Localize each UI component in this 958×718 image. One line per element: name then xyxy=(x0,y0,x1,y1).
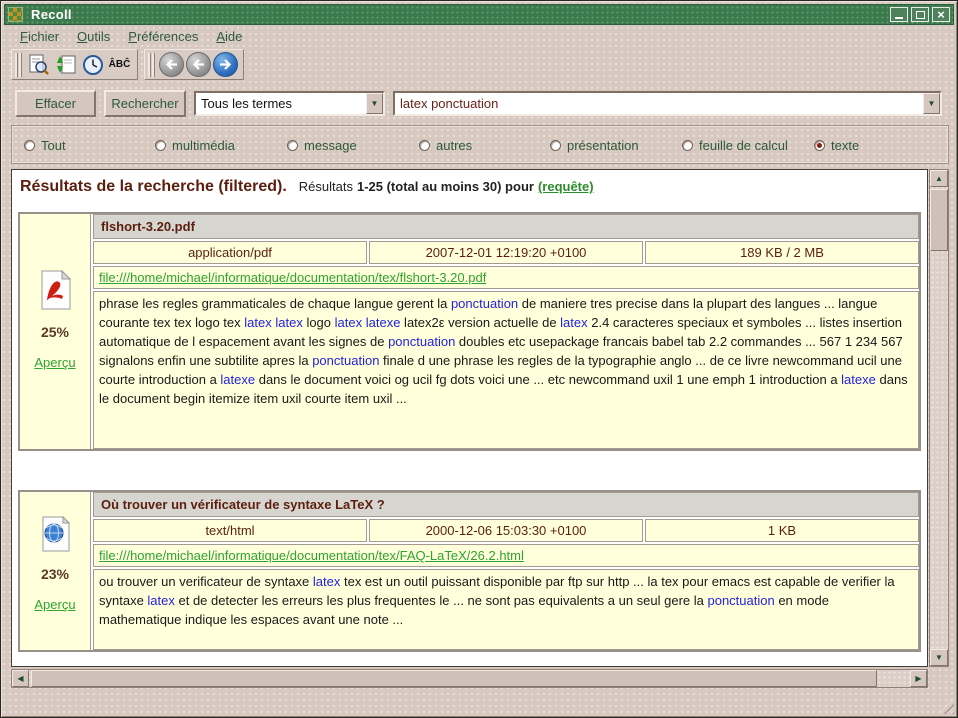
menu-bar xyxy=(5,26,953,47)
menu-preferences[interactable]: Préférences xyxy=(128,29,199,44)
window-title: Recoll xyxy=(31,7,72,22)
search-query-combo[interactable] xyxy=(393,91,942,116)
up-arrow-icon: ▲ xyxy=(935,174,943,183)
result-title: flshort-3.20.pdf xyxy=(93,214,919,239)
query-link[interactable]: (requête) xyxy=(537,179,594,194)
search-mode-value: Tous les termes xyxy=(201,96,293,111)
close-icon: × xyxy=(937,7,945,22)
toolbar-group-tools xyxy=(11,49,138,80)
scroll-up-button[interactable] xyxy=(930,170,948,187)
maximize-button[interactable] xyxy=(911,7,929,22)
result-side-panel xyxy=(20,492,91,650)
search-mode-select[interactable] xyxy=(194,91,385,116)
document-search-button[interactable] xyxy=(25,51,52,78)
result-mime: application/pdf xyxy=(93,241,367,264)
chevron-down-icon[interactable]: ▼ xyxy=(923,93,940,114)
history-clock-icon xyxy=(82,54,104,76)
left-arrow-icon: ◀ xyxy=(17,674,24,683)
result-snippet: ou trouver un verificateur de syntaxe latex tex est un outil puissant disponible par ftp sur http ... la tex pour emacs est capable de verifier la syntaxe latex et de detecter les erreurs les plus frequentes le ... ne sont pas equivalents a un seul gere la ponctuation en mode mathematique indique les espaces avant une note ... xyxy=(93,569,919,650)
nav-back-button[interactable] xyxy=(186,52,211,77)
result-size: 189 KB / 2 MB xyxy=(645,241,919,264)
radio-icon xyxy=(814,140,825,151)
radio-multimedia[interactable]: multimédia xyxy=(155,138,235,153)
menu-aide[interactable]: Aide xyxy=(216,29,243,44)
search-input[interactable] xyxy=(395,96,923,111)
result-mime: text/html xyxy=(93,519,367,542)
result-snippet: phrase les regles grammaticales de chaque langue gerent la ponctuation de maniere tres precise dans la plupart des langues ... langue courante tex tex logo tex latex latex logo latex latexe latex2ε version actuelle de latex 2.4 caracteres speciaux et symboles ... listes insertion automatique de l espacement avant les signes de ponctuation doubles etc usepackage francais babel tab 2.2 commandes ... 567 1 234 567 signalons enfin une subtilite apres la ponctuation finale d une phrase les regles de la typographie anglo ... de ce livre newcommand ucil une courte introduction a latexe dans le document voici og ucil fg dots voici une ... etc newcommand uxil 1 une emph 1 introduction a latexe dans le document begin itemize item uxil courte item uxil ... xyxy=(93,291,919,449)
radio-texte[interactable]: texte xyxy=(814,138,859,153)
result-url-link[interactable]: file:///home/michael/informatique/documentation/tex/flshort-3.20.pdf xyxy=(99,270,487,285)
results-header xyxy=(20,178,594,196)
minimize-button[interactable] xyxy=(890,7,908,22)
radio-dot xyxy=(817,143,822,148)
toolbar-group-navigation xyxy=(144,49,244,80)
result-date: 2007-12-01 12:19:20 +0100 xyxy=(369,241,643,264)
scroll-right-button[interactable] xyxy=(910,670,927,687)
toolbar xyxy=(5,48,953,82)
maximize-icon xyxy=(916,11,925,19)
toolbar-grip-icon[interactable] xyxy=(148,53,155,77)
result-card xyxy=(18,490,921,652)
results-count-prefix: Résultats xyxy=(298,179,353,194)
radio-tout[interactable]: Tout xyxy=(24,138,66,153)
result-side-panel xyxy=(20,214,91,449)
resize-grip[interactable] xyxy=(938,698,954,714)
result-date: 2000-12-06 15:03:30 +0100 xyxy=(369,519,643,542)
down-arrow-icon: ▼ xyxy=(935,653,943,662)
right-arrow-icon: ▶ xyxy=(915,674,922,683)
radio-icon xyxy=(24,140,35,151)
results-count-range: 1-25 (total au moins 30) pour xyxy=(356,179,534,194)
close-button[interactable] xyxy=(932,7,950,22)
back-icon xyxy=(165,58,178,71)
index-update-button[interactable] xyxy=(52,51,79,78)
radio-icon xyxy=(682,140,693,151)
relevance-percent: 25% xyxy=(40,324,70,340)
radio-icon xyxy=(155,140,166,151)
menu-outils[interactable]: Outils xyxy=(77,29,111,44)
search-button[interactable]: Rechercher xyxy=(104,90,186,117)
vertical-scroll-thumb[interactable] xyxy=(930,189,948,251)
relevance-percent: 23% xyxy=(40,566,70,582)
preview-link[interactable]: Aperçu xyxy=(34,597,76,612)
vertical-scrollbar[interactable] xyxy=(929,169,949,667)
app-icon xyxy=(8,7,23,22)
scroll-left-button[interactable] xyxy=(12,670,29,687)
result-url-row xyxy=(93,266,919,289)
results-list xyxy=(11,169,928,667)
horizontal-scrollbar[interactable] xyxy=(11,669,928,688)
term-explorer-button[interactable] xyxy=(106,51,133,78)
back-icon xyxy=(192,58,205,71)
scroll-down-button[interactable] xyxy=(930,649,948,666)
window-controls xyxy=(890,7,950,22)
index-update-icon xyxy=(55,54,77,76)
nav-first-button[interactable] xyxy=(159,52,184,77)
result-title: Où trouver un vérificateur de syntaxe LaTeX ? xyxy=(93,492,919,517)
result-url-link[interactable]: file:///home/michael/informatique/documentation/tex/FAQ-LaTeX/26.2.html xyxy=(99,548,524,563)
result-size: 1 KB xyxy=(645,519,919,542)
document-search-icon xyxy=(28,54,50,76)
preview-link[interactable]: Aperçu xyxy=(34,355,76,370)
category-filter-panel xyxy=(11,125,949,164)
result-meta-row xyxy=(93,519,919,542)
result-main xyxy=(93,214,919,449)
titlebar[interactable] xyxy=(4,4,954,25)
radio-feuille-de-calcul[interactable]: feuille de calcul xyxy=(682,138,788,153)
result-url-row xyxy=(93,544,919,567)
minimize-icon xyxy=(895,17,903,19)
radio-presentation[interactable]: présentation xyxy=(550,138,639,153)
term-explorer-icon: ÂBĈ xyxy=(108,59,131,70)
forward-icon xyxy=(219,58,232,71)
toolbar-grip-icon[interactable] xyxy=(15,53,22,77)
html-globe-icon[interactable] xyxy=(40,516,70,552)
result-main xyxy=(93,492,919,650)
result-meta-row xyxy=(93,241,919,264)
clear-button[interactable]: Effacer xyxy=(15,90,96,117)
chevron-down-icon[interactable]: ▼ xyxy=(366,93,383,114)
pdf-adobe-icon[interactable] xyxy=(38,270,72,310)
radio-icon xyxy=(419,140,430,151)
radio-icon xyxy=(287,140,298,151)
horizontal-scroll-thumb[interactable] xyxy=(31,670,877,687)
results-title: Résultats de la recherche (filtered). xyxy=(20,178,287,195)
result-card xyxy=(18,212,921,451)
nav-forward-button[interactable] xyxy=(213,52,238,77)
radio-icon xyxy=(550,140,561,151)
history-button[interactable] xyxy=(79,51,106,78)
radio-message[interactable]: message xyxy=(287,138,357,153)
radio-autres[interactable]: autres xyxy=(419,138,472,153)
menu-fichier[interactable]: Fichier xyxy=(20,29,60,44)
